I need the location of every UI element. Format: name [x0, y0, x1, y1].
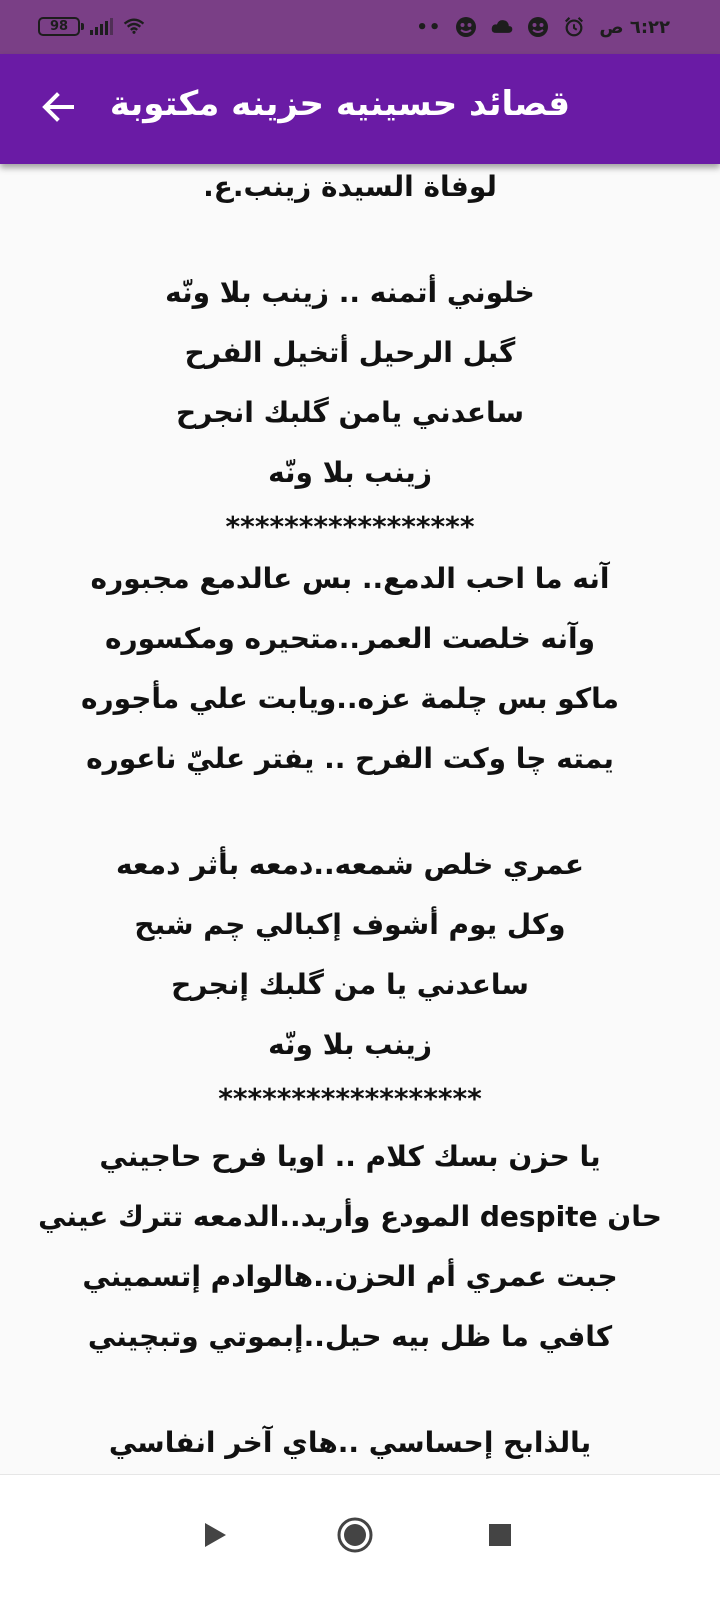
poem-line: آنه ما احب الدمع.. بس عالدمع مجبوره	[90, 562, 610, 595]
poem-line: ساعدني يامن گلبك انجرح	[175, 396, 525, 429]
poem-line: لوفاة السيدة زينب.ع.	[203, 170, 497, 203]
home-circle-icon	[336, 1516, 374, 1554]
poem-line: ******************	[218, 1082, 482, 1115]
poem-line: جبت عمري أم الحزن..هالوادم إتسميني	[82, 1260, 618, 1293]
square-icon	[487, 1522, 513, 1548]
poem-line: زينب بلا ونّه	[268, 1028, 432, 1061]
alarm-icon	[563, 16, 585, 38]
play-triangle-icon	[202, 1521, 228, 1549]
status-bar	[0, 0, 720, 54]
status-left-group	[38, 15, 145, 37]
poem-line: عمري خلص شمعه..دمعه بأثر دمعه	[115, 848, 585, 881]
poem-line: وآنه خلصت العمر..متحيره ومكسوره	[105, 622, 595, 655]
poem-line: يالذابح إحساسي ..هاي آخر انفاسي	[108, 1426, 592, 1459]
status-time: ٦:٢٢ ص	[599, 16, 670, 38]
app-icon	[455, 16, 477, 38]
poem-line: *****************	[225, 510, 475, 543]
poem-content	[0, 164, 720, 1474]
arrow-left-icon	[40, 89, 76, 125]
poem-line: حان despite المودع وأريد..الدمعه تترك عيني	[38, 1200, 662, 1233]
app-bar	[0, 54, 720, 164]
more-dots-icon: ••	[416, 16, 442, 38]
page-title: قصائد حسينيه حزينه مكتوبة	[109, 84, 570, 124]
app-icon	[527, 16, 549, 38]
poem-line: كافي ما ظل بيه حيل..إبموتي وتبچيني	[87, 1320, 613, 1353]
poem-line: يمته چا وكت الفرح .. يفتر عليّ ناعوره	[86, 742, 614, 775]
poem-line: ماكو بس چلمة عزه..ويابت علي مأجوره	[81, 682, 619, 715]
battery-level: 98	[49, 18, 69, 34]
poem-line: زينب بلا ونّه	[268, 456, 432, 489]
navigation-bar	[0, 1474, 720, 1601]
poem-line: يا حزن بسك كلام .. اويا فرح حاجيني	[99, 1140, 601, 1173]
cloud-icon	[491, 16, 513, 38]
wifi-icon	[123, 15, 145, 37]
poem-line: ساعدني يا من گلبك إنجرح	[171, 968, 529, 1001]
nav-recents-button[interactable]	[470, 1505, 530, 1565]
poem-line: وكل يوم أشوف إكبالي چم شبح	[134, 908, 566, 941]
poem-line: گبل الرحيل أتخيل الفرح	[184, 336, 516, 369]
nav-home-button[interactable]	[325, 1505, 385, 1565]
poem-line: خلوني أتمنه .. زينب بلا ونّه	[165, 276, 535, 309]
battery-icon	[38, 17, 80, 36]
status-right-group	[416, 16, 670, 38]
back-button[interactable]	[30, 79, 86, 135]
signal-icon	[90, 17, 113, 35]
nav-back-button[interactable]	[185, 1505, 245, 1565]
